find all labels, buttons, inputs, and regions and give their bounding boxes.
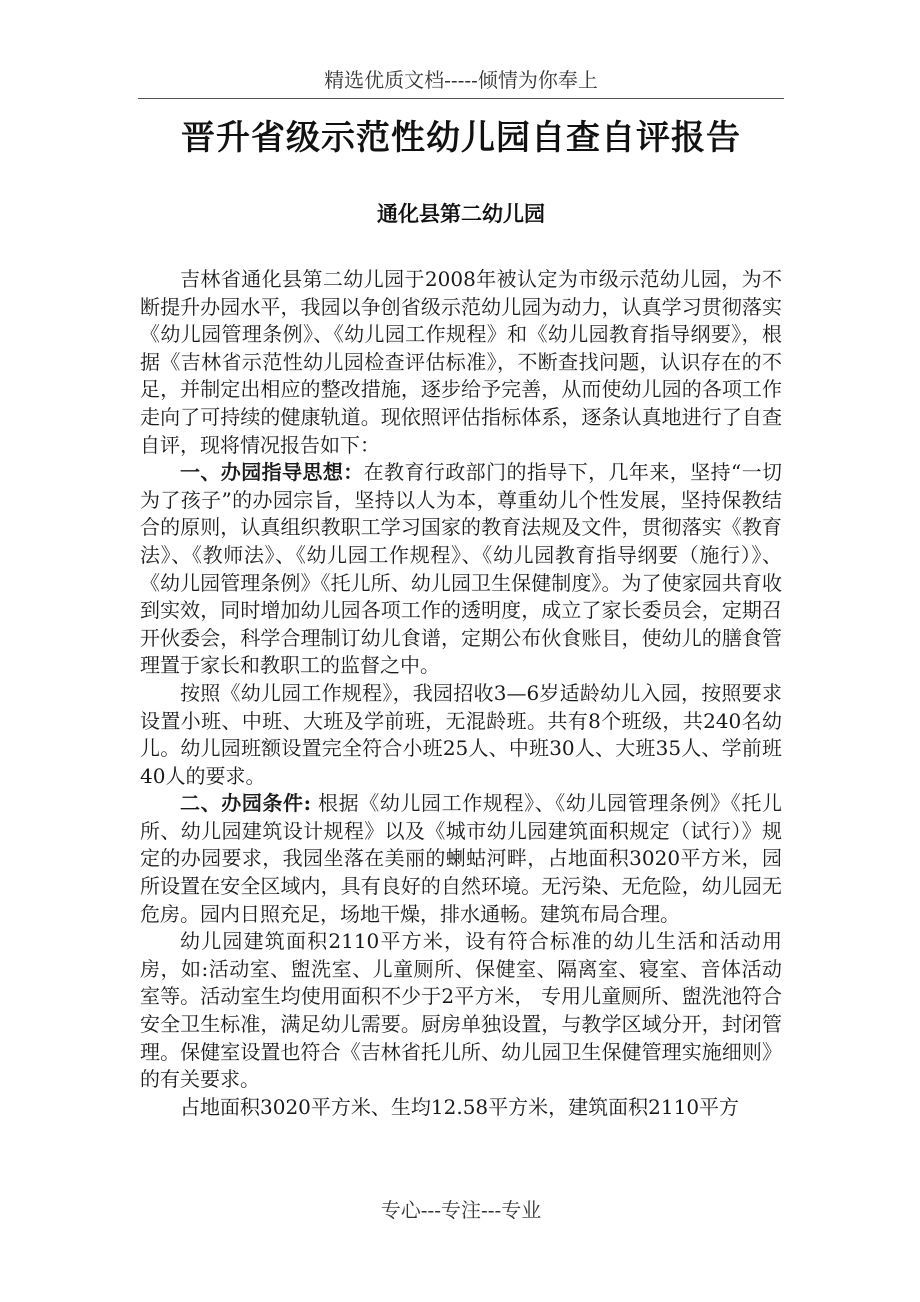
paragraph-enrollment [140, 680, 782, 790]
section-heading-guiding-thought: 一、办园指导思想： [180, 460, 364, 485]
paragraph-intro-text: 吉林省通化县第二幼儿园于2008年被认定为市级示范幼儿园，为不断提升办园水平，我园以争创省级示范幼儿园为动力，认真学习贯彻落实《幼儿园管理条例》、《幼儿园工作规程》和《幼儿园教育指导纲要》，根据《吉林省示范性幼儿园检查评估标准》，不断查找问题，认识存在的不足，并制定出相应的整改措施，逐步给予完善，从而使幼儿园的各项工作走向了可持续的健康轨道。现依照评估指标体系，逐条认真地进行了自查自评，现将情况报告如下： [140, 267, 782, 457]
page-footer: 专心---专注---专业 [380, 1198, 542, 1222]
paragraph-building-text: 幼儿园建筑面积2110平方米，设有符合标准的幼儿生活和活动用房，如:活动室、盥洗室、儿童厕所、保健室、隔离室、寝室、音体活动室等。活动室生均使用面积不少于2平方米， 专用儿童厕所、盥洗池符合安全卫生标准，满足幼儿需要。厨房单独设置，与教学区域分开，封闭管理。保健室设置也符合《吉林省托儿所、幼儿园卫生保健管理实施细则》的有关要求。 [140, 929, 782, 1092]
paragraph-guiding-thought-text: 在教育行政部门的指导下，几年来，坚持“一切为了孩子”的办园宗旨，坚持以人为本，尊重幼儿个性发展，坚持保教结合的原则，认真组织教职工学习国家的教育法规及文件，贯彻落实《教育法》、《教师法》、《幼儿园工作规程》、《幼儿园教育指导纲要（施行）》、《幼儿园管理条例》《托儿所、幼儿园卫生保健制度》。为了使家园共育收到实效，同时增加幼儿园各项工作的透明度，成立了家长委员会，定期召开伙委会，科学合理制订幼儿食谱，定期公布伙食账目，使幼儿的膳食管理置于家长和教职工的监督之中。 [140, 460, 782, 678]
paragraph-building [140, 928, 782, 1094]
paragraph-guiding-thought [140, 459, 782, 680]
paragraph-conditions-text: 根据《幼儿园工作规程》、《幼儿园管理条例》《托儿所、幼儿园建筑设计规程》以及《城市幼儿园建筑面积规定（试行）》规定的办园要求，我园坐落在美丽的蝲蛄河畔，占地面积3020平方米，园所设置在安全区域内，具有良好的自然环境。无污染、无危险，幼儿园无危房。园内日照充足，场地干燥，排水通畅。建筑布局合理。 [140, 791, 782, 926]
paragraph-conditions [140, 790, 782, 928]
document-title: 晋升省级示范性幼儿园自查自评报告 [181, 118, 741, 158]
page-header: 精选优质文档-----倾情为你奉上 [138, 66, 784, 99]
paragraph-enrollment-text: 按照《幼儿园工作规程》，我园招收3—6岁适龄幼儿入园，按照要求设置小班、中班、大班及学前班，无混龄班。共有8个班级，共240名幼儿。幼儿园班额设置完全符合小班25人、中班30人、大班35人、学前班40人的要求。 [140, 680, 782, 788]
paragraph-area-text: 占地面积3020平方米、生均12.58平方米，建筑面积2110平方 [180, 1094, 740, 1119]
section-heading-conditions: 二、办园条件: [180, 791, 312, 816]
paragraph-area [140, 1094, 782, 1122]
document-body [140, 266, 782, 1188]
paragraph-intro [140, 266, 782, 459]
document-subtitle: 通化县第二幼儿园 [377, 201, 545, 226]
